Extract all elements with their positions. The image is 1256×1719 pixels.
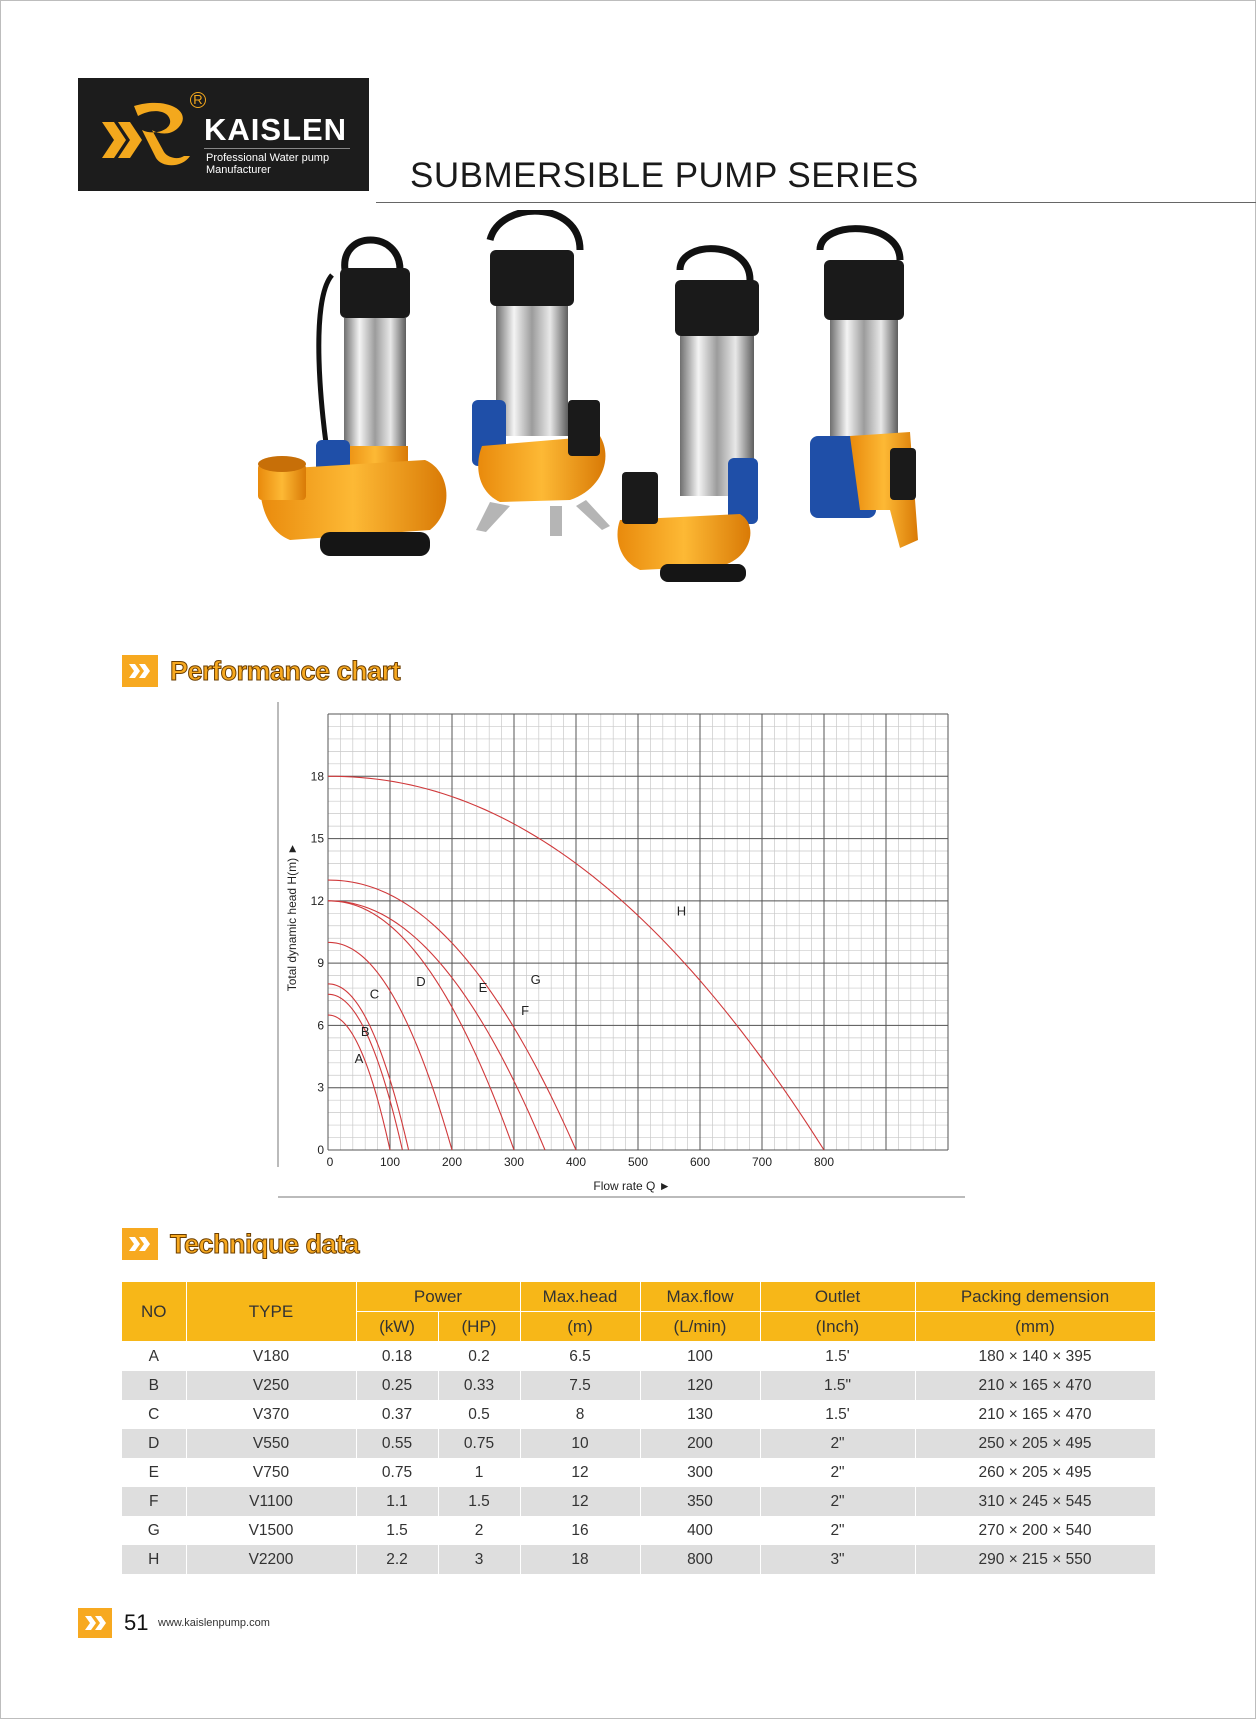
- title-divider: [376, 202, 1256, 203]
- section-arrow-icon: [122, 1228, 158, 1260]
- cell-outlet: 1.5": [760, 1371, 915, 1400]
- cell-type: V1100: [186, 1487, 356, 1516]
- cell-type: V2200: [186, 1545, 356, 1574]
- cell-no: E: [122, 1458, 186, 1487]
- x-tick-label: 300: [503, 1155, 525, 1169]
- col-header-no: NO: [122, 1282, 186, 1342]
- brand-tagline: Professional Water pump Manufacturer: [206, 152, 330, 176]
- cell-type: V750: [186, 1458, 356, 1487]
- cell-pack: 290 × 215 × 550: [915, 1545, 1155, 1574]
- curve-label-g: G: [530, 971, 541, 987]
- cell-type: V250: [186, 1371, 356, 1400]
- col-header-max-head: Max.head: [520, 1282, 640, 1312]
- pump-image-3: [617, 249, 759, 582]
- cell-kw: 1.1: [356, 1487, 438, 1516]
- brand-name: KAISLEN: [204, 112, 348, 147]
- unit-lmin: (L/min): [640, 1312, 760, 1342]
- col-header-power: Power: [356, 1282, 520, 1312]
- pump-product-images: [250, 210, 1010, 650]
- col-header-outlet: Outlet: [760, 1282, 915, 1312]
- unit-mm: (mm): [915, 1312, 1155, 1342]
- curve-label-b: B: [360, 1023, 370, 1039]
- cell-outlet: 2": [760, 1429, 915, 1458]
- cell-flow: 120: [640, 1371, 760, 1400]
- cell-type: V550: [186, 1429, 356, 1458]
- performance-chart-heading: Performance chart: [170, 656, 401, 686]
- x-tick-label: 700: [751, 1155, 773, 1169]
- unit-inch: (Inch): [760, 1312, 915, 1342]
- table-row: [122, 1545, 1155, 1574]
- x-tick-label: 600: [689, 1155, 711, 1169]
- cell-hp: 3: [438, 1545, 520, 1574]
- col-header-max-flow: Max.flow: [640, 1282, 760, 1312]
- y-tick-label: 3: [317, 1080, 324, 1095]
- cell-flow: 800: [640, 1545, 760, 1574]
- cell-hp: 1.5: [438, 1487, 520, 1516]
- cell-pack: 210 × 165 × 470: [915, 1400, 1155, 1429]
- x-tick-label: 200: [441, 1155, 463, 1169]
- cell-outlet: 1.5': [760, 1400, 915, 1429]
- cell-flow: 130: [640, 1400, 760, 1429]
- registered-mark: R: [190, 92, 206, 108]
- table-row: [122, 1400, 1155, 1429]
- cell-no: A: [122, 1342, 186, 1372]
- y-tick-label: 15: [310, 831, 324, 846]
- cell-no: D: [122, 1429, 186, 1458]
- page-title: SUBMERSIBLE PUMP SERIES: [410, 156, 919, 195]
- cell-type: V180: [186, 1342, 356, 1372]
- cell-hp: 0.5: [438, 1400, 520, 1429]
- y-tick-label: 18: [310, 769, 324, 784]
- cell-head: 10: [520, 1429, 640, 1458]
- cell-hp: 0.75: [438, 1429, 520, 1458]
- cell-pack: 250 × 205 × 495: [915, 1429, 1155, 1458]
- cell-no: G: [122, 1516, 186, 1545]
- cell-no: F: [122, 1487, 186, 1516]
- cell-pack: 270 × 200 × 540: [915, 1516, 1155, 1545]
- x-tick-label: 800: [813, 1155, 835, 1169]
- cell-no: C: [122, 1400, 186, 1429]
- y-tick-label: 12: [310, 893, 324, 908]
- cell-kw: 0.75: [356, 1458, 438, 1487]
- unit-m: (m): [520, 1312, 640, 1342]
- cell-head: 7.5: [520, 1371, 640, 1400]
- y-tick-label: 0: [317, 1143, 324, 1157]
- cell-pack: 180 × 140 × 395: [915, 1342, 1155, 1372]
- x-axis-ticks: [327, 1155, 835, 1169]
- x-tick-label: 400: [565, 1155, 587, 1169]
- cell-flow: 300: [640, 1458, 760, 1487]
- unit-kw: (kW): [356, 1312, 438, 1342]
- y-tick-label: 9: [317, 956, 324, 971]
- table-row: [122, 1516, 1155, 1545]
- cell-outlet: 2": [760, 1487, 915, 1516]
- cell-flow: 400: [640, 1516, 760, 1545]
- x-tick-label: 0: [326, 1155, 334, 1169]
- unit-hp: (HP): [438, 1312, 520, 1342]
- cell-outlet: 1.5': [760, 1342, 915, 1372]
- cell-hp: 2: [438, 1516, 520, 1545]
- cell-outlet: 2": [760, 1458, 915, 1487]
- curve-label-d: D: [416, 973, 426, 989]
- footer-arrow-icon: [78, 1608, 112, 1638]
- logo-divider: [204, 148, 350, 149]
- y-axis-ticks: [311, 769, 325, 1157]
- cell-head: 6.5: [520, 1342, 640, 1372]
- cell-type: V1500: [186, 1516, 356, 1545]
- col-header-type: TYPE: [186, 1282, 356, 1342]
- curve-label-e: E: [478, 980, 488, 996]
- brand-logo: [78, 78, 369, 191]
- cell-outlet: 2": [760, 1516, 915, 1545]
- website-link[interactable]: www.kaislenpump.com: [158, 1617, 270, 1629]
- cell-hp: 0.2: [438, 1342, 520, 1372]
- pump-image-2: [472, 211, 610, 536]
- cell-kw: 0.25: [356, 1371, 438, 1400]
- cell-outlet: 3": [760, 1545, 915, 1574]
- performance-chart: [270, 702, 970, 1202]
- cell-head: 12: [520, 1458, 640, 1487]
- brand-mark-icon: [98, 94, 198, 174]
- table-row: [122, 1371, 1155, 1400]
- curve-a: [328, 1015, 390, 1150]
- curve-label-a: A: [354, 1050, 364, 1066]
- table-row: [122, 1342, 1155, 1372]
- curve-labels: [355, 903, 686, 1065]
- cell-pack: 260 × 205 × 495: [915, 1458, 1155, 1487]
- x-tick-label: 500: [627, 1155, 649, 1169]
- curve-label-h: H: [676, 903, 687, 919]
- cell-pack: 210 × 165 × 470: [915, 1371, 1155, 1400]
- x-tick-label: 100: [379, 1155, 401, 1169]
- cell-kw: 0.18: [356, 1342, 438, 1372]
- y-tick-label: 6: [317, 1018, 324, 1033]
- cell-flow: 100: [640, 1342, 760, 1372]
- cell-hp: 1: [438, 1458, 520, 1487]
- cell-hp: 0.33: [438, 1371, 520, 1400]
- curve-label-c: C: [369, 986, 380, 1002]
- cell-no: B: [122, 1371, 186, 1400]
- chart-grid: [328, 714, 948, 1150]
- technique-data-table: [122, 1282, 1156, 1574]
- technique-data-heading: Technique data: [170, 1229, 360, 1259]
- cell-type: V370: [186, 1400, 356, 1429]
- pump-image-1: [258, 240, 446, 556]
- cell-kw: 2.2: [356, 1545, 438, 1574]
- cell-flow: 200: [640, 1429, 760, 1458]
- page-number: 51: [124, 1610, 149, 1635]
- pump-image-4: [810, 229, 918, 548]
- cell-kw: 1.5: [356, 1516, 438, 1545]
- cell-kw: 0.37: [356, 1400, 438, 1429]
- curve-label-f: F: [521, 1003, 530, 1019]
- cell-pack: 310 × 245 × 545: [915, 1487, 1155, 1516]
- cell-head: 18: [520, 1545, 640, 1574]
- cell-no: H: [122, 1545, 186, 1574]
- y-axis-label: Total dynamic head H(m) ►: [285, 842, 299, 992]
- cell-kw: 0.55: [356, 1429, 438, 1458]
- col-header-packing: Packing demension: [915, 1282, 1155, 1312]
- cell-head: 12: [520, 1487, 640, 1516]
- table-row: [122, 1429, 1155, 1458]
- table-row: [122, 1487, 1155, 1516]
- x-axis-label: Flow rate Q ►: [593, 1179, 671, 1193]
- section-arrow-icon: [122, 655, 158, 687]
- cell-head: 8: [520, 1400, 640, 1429]
- cell-head: 16: [520, 1516, 640, 1545]
- table-row: [122, 1458, 1155, 1487]
- cell-flow: 350: [640, 1487, 760, 1516]
